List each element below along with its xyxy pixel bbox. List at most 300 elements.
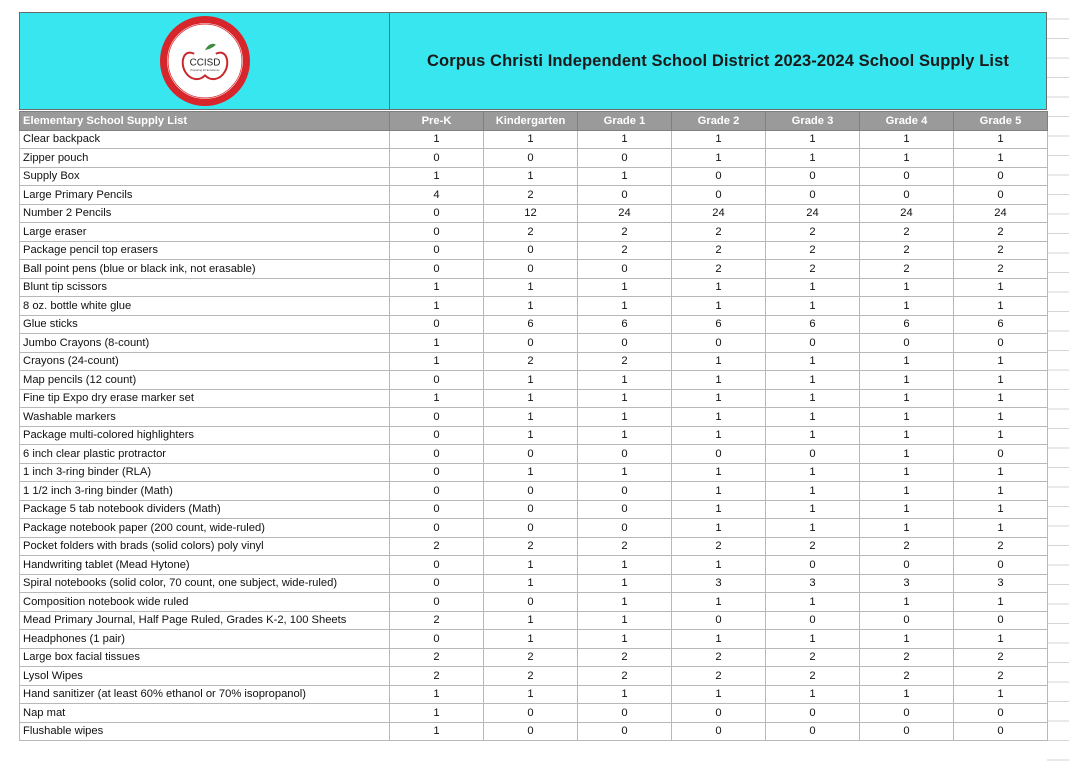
quantity-cell: 2 bbox=[766, 241, 860, 260]
quantity-cell: 2 bbox=[390, 648, 484, 667]
quantity-cell: 1 bbox=[578, 593, 672, 612]
quantity-cell: 1 bbox=[766, 593, 860, 612]
quantity-cell: 1 bbox=[766, 426, 860, 445]
quantity-cell: 1 bbox=[390, 722, 484, 741]
sheet-header bbox=[19, 12, 1047, 110]
table-row bbox=[20, 167, 1048, 186]
quantity-cell: 2 bbox=[390, 667, 484, 686]
quantity-cell: 0 bbox=[578, 500, 672, 519]
supply-item-cell: Glue sticks bbox=[20, 315, 390, 334]
quantity-cell: 0 bbox=[390, 371, 484, 390]
quantity-cell: 0 bbox=[390, 630, 484, 649]
quantity-cell: 1 bbox=[672, 593, 766, 612]
quantity-cell: 2 bbox=[578, 352, 672, 371]
quantity-cell: 1 bbox=[766, 408, 860, 427]
quantity-cell: 2 bbox=[484, 223, 578, 242]
quantity-cell: 1 bbox=[672, 519, 766, 538]
supply-item-cell: Handwriting tablet (Mead Hytone) bbox=[20, 556, 390, 575]
table-row bbox=[20, 648, 1048, 667]
supply-item-cell: Nap mat bbox=[20, 704, 390, 723]
supply-item-cell: Package 5 tab notebook dividers (Math) bbox=[20, 500, 390, 519]
quantity-cell: 0 bbox=[390, 574, 484, 593]
quantity-cell: 1 bbox=[954, 593, 1048, 612]
table-row bbox=[20, 667, 1048, 686]
quantity-cell: 1 bbox=[390, 685, 484, 704]
supply-item-cell: Flushable wipes bbox=[20, 722, 390, 741]
quantity-cell: 1 bbox=[672, 482, 766, 501]
quantity-cell: 24 bbox=[578, 204, 672, 223]
quantity-cell: 0 bbox=[390, 408, 484, 427]
quantity-cell: 0 bbox=[484, 241, 578, 260]
quantity-cell: 6 bbox=[954, 315, 1048, 334]
supply-item-cell: Package notebook paper (200 count, wide-ruled) bbox=[20, 519, 390, 538]
quantity-cell: 0 bbox=[672, 445, 766, 464]
quantity-cell: 2 bbox=[954, 667, 1048, 686]
column-header-grade: Grade 5 bbox=[954, 112, 1048, 131]
quantity-cell: 2 bbox=[578, 537, 672, 556]
supply-item-cell: Headphones (1 pair) bbox=[20, 630, 390, 649]
quantity-cell: 1 bbox=[954, 463, 1048, 482]
table-row bbox=[20, 556, 1048, 575]
quantity-cell: 2 bbox=[390, 611, 484, 630]
quantity-cell: 0 bbox=[672, 611, 766, 630]
quantity-cell: 2 bbox=[766, 260, 860, 279]
quantity-cell: 2 bbox=[578, 223, 672, 242]
quantity-cell: 3 bbox=[766, 574, 860, 593]
quantity-cell: 1 bbox=[672, 149, 766, 168]
quantity-cell: 4 bbox=[390, 186, 484, 205]
logo-abbrev: CCISD bbox=[189, 57, 220, 69]
quantity-cell: 0 bbox=[860, 611, 954, 630]
quantity-cell: 2 bbox=[484, 648, 578, 667]
supply-item-cell: Ball point pens (blue or black ink, not erasable) bbox=[20, 260, 390, 279]
table-row bbox=[20, 204, 1048, 223]
quantity-cell: 0 bbox=[860, 334, 954, 353]
quantity-cell: 1 bbox=[484, 297, 578, 316]
quantity-cell: 1 bbox=[860, 371, 954, 390]
quantity-cell: 2 bbox=[484, 352, 578, 371]
quantity-cell: 0 bbox=[954, 334, 1048, 353]
quantity-cell: 1 bbox=[860, 685, 954, 704]
quantity-cell: 1 bbox=[766, 685, 860, 704]
supply-item-cell: Spiral notebooks (solid color, 70 count, one subject, wide-ruled) bbox=[20, 574, 390, 593]
quantity-cell: 0 bbox=[390, 260, 484, 279]
quantity-cell: 0 bbox=[578, 334, 672, 353]
quantity-cell: 1 bbox=[954, 371, 1048, 390]
supply-item-cell: Package multi-colored highlighters bbox=[20, 426, 390, 445]
quantity-cell: 0 bbox=[390, 556, 484, 575]
table-row bbox=[20, 278, 1048, 297]
quantity-cell: 0 bbox=[578, 445, 672, 464]
supply-item-cell: Map pencils (12 count) bbox=[20, 371, 390, 390]
quantity-cell: 1 bbox=[954, 408, 1048, 427]
table-row bbox=[20, 574, 1048, 593]
quantity-cell: 0 bbox=[390, 149, 484, 168]
quantity-cell: 1 bbox=[484, 685, 578, 704]
quantity-cell: 1 bbox=[390, 389, 484, 408]
quantity-cell: 2 bbox=[954, 648, 1048, 667]
quantity-cell: 0 bbox=[860, 556, 954, 575]
quantity-cell: 2 bbox=[954, 241, 1048, 260]
quantity-cell: 1 bbox=[672, 685, 766, 704]
quantity-cell: 0 bbox=[860, 186, 954, 205]
table-row bbox=[20, 371, 1048, 390]
quantity-cell: 0 bbox=[672, 704, 766, 723]
quantity-cell: 2 bbox=[860, 667, 954, 686]
table-row bbox=[20, 186, 1048, 205]
quantity-cell: 1 bbox=[484, 278, 578, 297]
quantity-cell: 1 bbox=[954, 352, 1048, 371]
quantity-cell: 0 bbox=[484, 519, 578, 538]
quantity-cell: 1 bbox=[578, 685, 672, 704]
quantity-cell: 2 bbox=[954, 537, 1048, 556]
quantity-cell: 6 bbox=[860, 315, 954, 334]
quantity-cell: 1 bbox=[860, 297, 954, 316]
quantity-cell: 2 bbox=[672, 260, 766, 279]
quantity-cell: 1 bbox=[672, 371, 766, 390]
supply-item-cell: 6 inch clear plastic protractor bbox=[20, 445, 390, 464]
quantity-cell: 0 bbox=[484, 704, 578, 723]
quantity-cell: 1 bbox=[766, 149, 860, 168]
quantity-cell: 0 bbox=[766, 167, 860, 186]
quantity-cell: 2 bbox=[672, 648, 766, 667]
quantity-cell: 1 bbox=[578, 611, 672, 630]
supply-item-cell: Blunt tip scissors bbox=[20, 278, 390, 297]
quantity-cell: 1 bbox=[954, 426, 1048, 445]
quantity-cell: 1 bbox=[860, 463, 954, 482]
supply-item-cell: Large box facial tissues bbox=[20, 648, 390, 667]
quantity-cell: 1 bbox=[578, 408, 672, 427]
column-header-grade: Grade 3 bbox=[766, 112, 860, 131]
quantity-cell: 0 bbox=[954, 704, 1048, 723]
quantity-cell: 1 bbox=[484, 574, 578, 593]
quantity-cell: 3 bbox=[672, 574, 766, 593]
logo-cell bbox=[20, 13, 390, 109]
quantity-cell: 1 bbox=[672, 389, 766, 408]
column-header-grade: Pre-K bbox=[390, 112, 484, 131]
quantity-cell: 1 bbox=[766, 482, 860, 501]
quantity-cell: 0 bbox=[672, 722, 766, 741]
table-row bbox=[20, 260, 1048, 279]
quantity-cell: 2 bbox=[484, 186, 578, 205]
quantity-cell: 1 bbox=[954, 685, 1048, 704]
table-row bbox=[20, 593, 1048, 612]
quantity-cell: 2 bbox=[766, 537, 860, 556]
quantity-cell: 0 bbox=[484, 482, 578, 501]
quantity-cell: 1 bbox=[954, 130, 1048, 149]
quantity-cell: 24 bbox=[672, 204, 766, 223]
column-header-grade: Grade 2 bbox=[672, 112, 766, 131]
spreadsheet-grid-background bbox=[1047, 0, 1069, 774]
supply-item-cell: Large Primary Pencils bbox=[20, 186, 390, 205]
quantity-cell: 0 bbox=[860, 167, 954, 186]
quantity-cell: 0 bbox=[766, 186, 860, 205]
quantity-cell: 0 bbox=[390, 519, 484, 538]
supply-item-cell: Clear backpack bbox=[20, 130, 390, 149]
quantity-cell: 1 bbox=[578, 130, 672, 149]
quantity-cell: 1 bbox=[390, 130, 484, 149]
quantity-cell: 1 bbox=[766, 630, 860, 649]
quantity-cell: 0 bbox=[390, 315, 484, 334]
quantity-cell: 0 bbox=[578, 722, 672, 741]
quantity-cell: 0 bbox=[954, 611, 1048, 630]
table-row bbox=[20, 408, 1048, 427]
quantity-cell: 24 bbox=[766, 204, 860, 223]
quantity-cell: 2 bbox=[484, 667, 578, 686]
quantity-cell: 1 bbox=[860, 278, 954, 297]
quantity-cell: 1 bbox=[860, 130, 954, 149]
quantity-cell: 1 bbox=[860, 149, 954, 168]
quantity-cell: 0 bbox=[578, 482, 672, 501]
quantity-cell: 2 bbox=[672, 667, 766, 686]
quantity-cell: 1 bbox=[484, 408, 578, 427]
table-row bbox=[20, 297, 1048, 316]
table-row bbox=[20, 352, 1048, 371]
column-header-grade: Kindergarten bbox=[484, 112, 578, 131]
quantity-cell: 1 bbox=[578, 371, 672, 390]
quantity-cell: 1 bbox=[578, 278, 672, 297]
quantity-cell: 1 bbox=[954, 482, 1048, 501]
quantity-cell: 2 bbox=[860, 648, 954, 667]
table-row bbox=[20, 334, 1048, 353]
supply-item-cell: Large eraser bbox=[20, 223, 390, 242]
quantity-cell: 1 bbox=[860, 445, 954, 464]
column-header-grade: Grade 1 bbox=[578, 112, 672, 131]
supply-item-cell: Washable markers bbox=[20, 408, 390, 427]
quantity-cell: 0 bbox=[578, 260, 672, 279]
table-body bbox=[20, 130, 1048, 741]
quantity-cell: 1 bbox=[860, 630, 954, 649]
supply-item-cell: Pocket folders with brads (solid colors) poly vinyl bbox=[20, 537, 390, 556]
quantity-cell: 6 bbox=[672, 315, 766, 334]
quantity-cell: 1 bbox=[766, 519, 860, 538]
quantity-cell: 1 bbox=[766, 297, 860, 316]
logo-tagline: Preparing for Excellence bbox=[189, 68, 220, 72]
quantity-cell: 1 bbox=[860, 500, 954, 519]
quantity-cell: 0 bbox=[766, 445, 860, 464]
quantity-cell: 0 bbox=[484, 445, 578, 464]
table-row bbox=[20, 426, 1048, 445]
quantity-cell: 24 bbox=[954, 204, 1048, 223]
quantity-cell: 0 bbox=[672, 186, 766, 205]
quantity-cell: 1 bbox=[860, 389, 954, 408]
quantity-cell: 12 bbox=[484, 204, 578, 223]
quantity-cell: 1 bbox=[860, 408, 954, 427]
supply-item-cell: Crayons (24-count) bbox=[20, 352, 390, 371]
quantity-cell: 2 bbox=[578, 241, 672, 260]
quantity-cell: 1 bbox=[954, 630, 1048, 649]
quantity-cell: 1 bbox=[578, 556, 672, 575]
table-row bbox=[20, 130, 1048, 149]
quantity-cell: 0 bbox=[766, 611, 860, 630]
quantity-cell: 0 bbox=[484, 593, 578, 612]
quantity-cell: 0 bbox=[766, 722, 860, 741]
quantity-cell: 1 bbox=[484, 556, 578, 575]
quantity-cell: 0 bbox=[390, 204, 484, 223]
quantity-cell: 1 bbox=[578, 297, 672, 316]
quantity-cell: 2 bbox=[484, 537, 578, 556]
quantity-cell: 2 bbox=[578, 667, 672, 686]
quantity-cell: 2 bbox=[672, 537, 766, 556]
quantity-cell: 1 bbox=[766, 389, 860, 408]
quantity-cell: 1 bbox=[954, 519, 1048, 538]
quantity-cell: 1 bbox=[672, 352, 766, 371]
title-cell bbox=[390, 13, 1046, 109]
quantity-cell: 1 bbox=[766, 352, 860, 371]
quantity-cell: 1 bbox=[954, 278, 1048, 297]
quantity-cell: 0 bbox=[484, 149, 578, 168]
supply-item-cell: 1 1/2 inch 3-ring binder (Math) bbox=[20, 482, 390, 501]
quantity-cell: 1 bbox=[484, 611, 578, 630]
quantity-cell: 1 bbox=[766, 500, 860, 519]
quantity-cell: 2 bbox=[390, 537, 484, 556]
quantity-cell: 0 bbox=[484, 500, 578, 519]
quantity-cell: 2 bbox=[672, 223, 766, 242]
quantity-cell: 1 bbox=[766, 278, 860, 297]
quantity-cell: 0 bbox=[766, 334, 860, 353]
supply-item-cell: Mead Primary Journal, Half Page Ruled, Grades K-2, 100 Sheets bbox=[20, 611, 390, 630]
quantity-cell: 0 bbox=[390, 241, 484, 260]
quantity-cell: 0 bbox=[954, 556, 1048, 575]
supply-item-cell: Jumbo Crayons (8-count) bbox=[20, 334, 390, 353]
quantity-cell: 1 bbox=[578, 426, 672, 445]
quantity-cell: 3 bbox=[860, 574, 954, 593]
quantity-cell: 0 bbox=[390, 426, 484, 445]
quantity-cell: 1 bbox=[954, 297, 1048, 316]
quantity-cell: 1 bbox=[860, 482, 954, 501]
quantity-cell: 1 bbox=[578, 630, 672, 649]
quantity-cell: 1 bbox=[860, 352, 954, 371]
table-row bbox=[20, 149, 1048, 168]
quantity-cell: 0 bbox=[954, 167, 1048, 186]
logo-top-text: CORPUS CHRISTI bbox=[177, 25, 232, 43]
quantity-cell: 0 bbox=[578, 186, 672, 205]
quantity-cell: 0 bbox=[672, 167, 766, 186]
quantity-cell: 1 bbox=[860, 519, 954, 538]
quantity-cell: 0 bbox=[390, 445, 484, 464]
quantity-cell: 0 bbox=[954, 722, 1048, 741]
quantity-cell: 0 bbox=[672, 334, 766, 353]
supply-table bbox=[19, 111, 1048, 741]
quantity-cell: 1 bbox=[954, 500, 1048, 519]
quantity-cell: 0 bbox=[860, 704, 954, 723]
quantity-cell: 2 bbox=[860, 241, 954, 260]
logo-bottom-text: INDEPENDENT SCHOOL DISTRICT bbox=[173, 75, 236, 98]
quantity-cell: 1 bbox=[390, 278, 484, 297]
quantity-cell: 0 bbox=[766, 704, 860, 723]
column-header-grade: Grade 4 bbox=[860, 112, 954, 131]
quantity-cell: 1 bbox=[390, 334, 484, 353]
quantity-cell: 6 bbox=[766, 315, 860, 334]
quantity-cell: 2 bbox=[766, 648, 860, 667]
quantity-cell: 1 bbox=[766, 130, 860, 149]
table-row bbox=[20, 537, 1048, 556]
table-row bbox=[20, 241, 1048, 260]
quantity-cell: 1 bbox=[484, 389, 578, 408]
quantity-cell: 1 bbox=[672, 500, 766, 519]
quantity-cell: 0 bbox=[390, 593, 484, 612]
quantity-cell: 1 bbox=[390, 297, 484, 316]
quantity-cell: 1 bbox=[578, 167, 672, 186]
quantity-cell: 1 bbox=[672, 426, 766, 445]
quantity-cell: 1 bbox=[672, 130, 766, 149]
table-row bbox=[20, 685, 1048, 704]
quantity-cell: 0 bbox=[954, 445, 1048, 464]
quantity-cell: 1 bbox=[484, 130, 578, 149]
quantity-cell: 2 bbox=[578, 648, 672, 667]
table-row bbox=[20, 630, 1048, 649]
quantity-cell: 0 bbox=[390, 482, 484, 501]
supply-item-cell: Fine tip Expo dry erase marker set bbox=[20, 389, 390, 408]
quantity-cell: 2 bbox=[954, 260, 1048, 279]
table-row bbox=[20, 611, 1048, 630]
quantity-cell: 1 bbox=[578, 389, 672, 408]
quantity-cell: 2 bbox=[860, 260, 954, 279]
quantity-cell: 2 bbox=[860, 537, 954, 556]
quantity-cell: 1 bbox=[484, 463, 578, 482]
column-header-item: Elementary School Supply List bbox=[20, 112, 390, 131]
quantity-cell: 6 bbox=[484, 315, 578, 334]
quantity-cell: 1 bbox=[484, 630, 578, 649]
quantity-cell: 1 bbox=[390, 352, 484, 371]
page-title: Corpus Christi Independent School District 2023-2024 School Supply List bbox=[427, 51, 1009, 70]
quantity-cell: 0 bbox=[860, 722, 954, 741]
quantity-cell: 1 bbox=[672, 408, 766, 427]
quantity-cell: 0 bbox=[484, 722, 578, 741]
column-header-row bbox=[20, 112, 1048, 131]
quantity-cell: 1 bbox=[672, 463, 766, 482]
quantity-cell: 1 bbox=[672, 630, 766, 649]
supply-item-cell: Lysol Wipes bbox=[20, 667, 390, 686]
supply-item-cell: 1 inch 3-ring binder (RLA) bbox=[20, 463, 390, 482]
quantity-cell: 1 bbox=[672, 556, 766, 575]
quantity-cell: 0 bbox=[578, 704, 672, 723]
quantity-cell: 1 bbox=[954, 149, 1048, 168]
quantity-cell: 1 bbox=[860, 426, 954, 445]
supply-item-cell: Composition notebook wide ruled bbox=[20, 593, 390, 612]
table-row bbox=[20, 722, 1048, 741]
table-row bbox=[20, 704, 1048, 723]
quantity-cell: 0 bbox=[578, 519, 672, 538]
quantity-cell: 2 bbox=[766, 667, 860, 686]
quantity-cell: 0 bbox=[484, 334, 578, 353]
quantity-cell: 1 bbox=[672, 297, 766, 316]
quantity-cell: 0 bbox=[390, 500, 484, 519]
quantity-cell: 1 bbox=[578, 463, 672, 482]
quantity-cell: 0 bbox=[484, 260, 578, 279]
quantity-cell: 2 bbox=[672, 241, 766, 260]
quantity-cell: 1 bbox=[390, 167, 484, 186]
quantity-cell: 2 bbox=[954, 223, 1048, 242]
quantity-cell: 0 bbox=[578, 149, 672, 168]
supply-item-cell: Zipper pouch bbox=[20, 149, 390, 168]
quantity-cell: 0 bbox=[954, 186, 1048, 205]
table-row bbox=[20, 482, 1048, 501]
supply-item-cell: Package pencil top erasers bbox=[20, 241, 390, 260]
quantity-cell: 2 bbox=[766, 223, 860, 242]
table-row bbox=[20, 519, 1048, 538]
quantity-cell: 1 bbox=[578, 574, 672, 593]
quantity-cell: 1 bbox=[766, 463, 860, 482]
quantity-cell: 6 bbox=[578, 315, 672, 334]
quantity-cell: 1 bbox=[766, 371, 860, 390]
table-row bbox=[20, 445, 1048, 464]
quantity-cell: 1 bbox=[860, 593, 954, 612]
quantity-cell: 3 bbox=[954, 574, 1048, 593]
supply-item-cell: Supply Box bbox=[20, 167, 390, 186]
quantity-cell: 0 bbox=[390, 223, 484, 242]
ccisd-logo bbox=[160, 16, 250, 106]
